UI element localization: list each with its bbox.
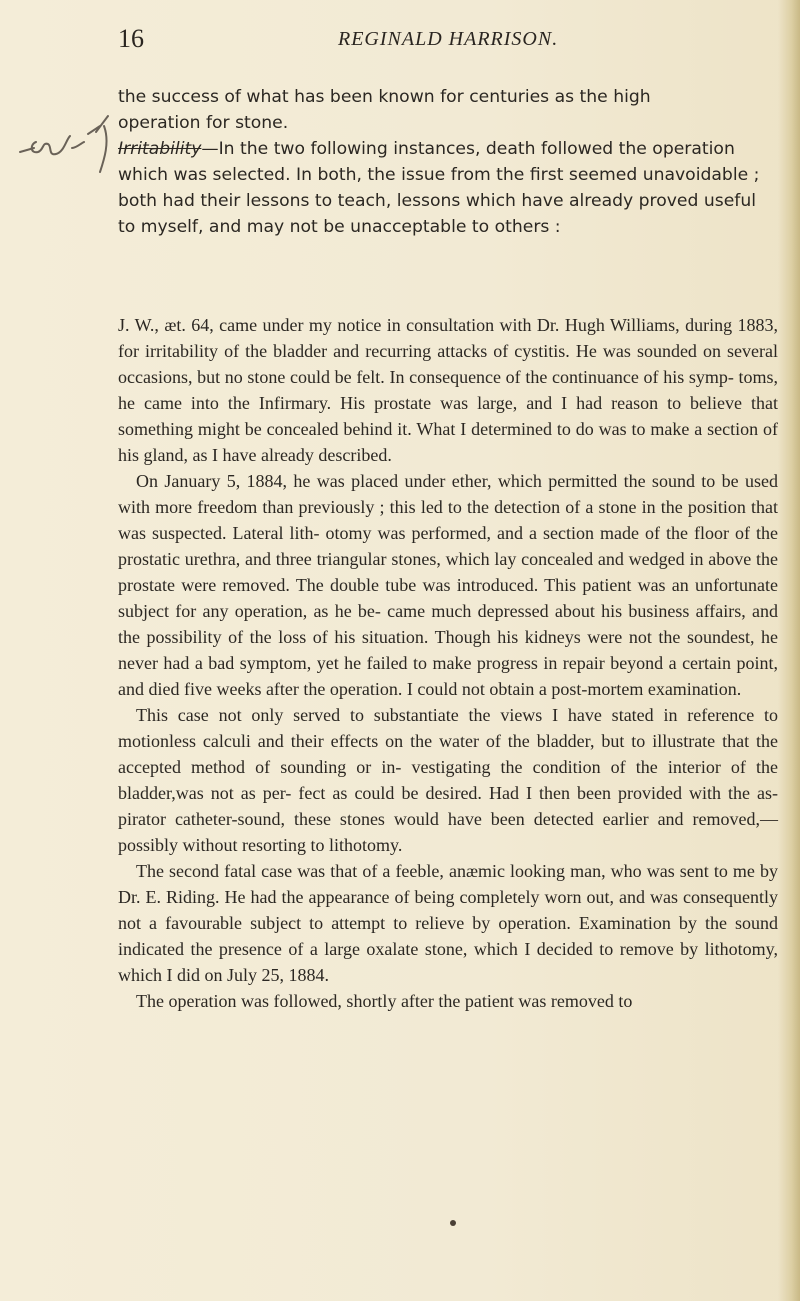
intro-section	[118, 84, 778, 240]
paragraph-1: J. W., æt. 64, came under my notice in consultation with Dr. Hugh Williams, during 1883, for irritability of the bladder and recurring attacks of cystitis. He was sounded on several occasions, but no stone could be felt. In consequence of the continuance of his symp- toms, he came into the Infirmary. His prostate was large, and I had reason to believe that something might be concealed behind it. What I determined to do was to make a section of his gland, as I have already described.	[118, 315, 778, 465]
intro-paragraph	[118, 136, 778, 240]
page-number: 16	[118, 24, 144, 53]
page-header	[118, 24, 798, 64]
paragraph-5: The operation was followed, shortly after the patient was removed to	[136, 991, 633, 1011]
running-head: REGINALD HARRISON.	[338, 28, 559, 50]
case-text	[118, 312, 778, 1014]
intro-line-2: operation for stone.	[118, 113, 289, 133]
intro-line-1: the success of what has been known for centuries as the high	[118, 87, 651, 107]
intro-paragraph-text: —In the two following instances, death followed the operation which was selected. In both, the issue from the first seemed unavoidable ; both had their lessons to teach, lessons which have already proved useful to myself, and may not be unacceptable to others :	[118, 139, 760, 237]
pencil-scribble-icon	[0, 112, 118, 182]
paragraph-2: On January 5, 1884, he was placed under ether, which permitted the sound to be used with more freedom than previously ; this led to the detection of a stone in the position that was suspected. Lateral lith- otomy was performed, and a section made of the floor of the prostatic urethra, and three triangular stones, which lay concealed and wedged in above the prostate were removed. The double tube was introduced. This patient was an unfortunate subject for any operation, as he be- came much depressed about his business affairs, and the possibility of the loss of his situation. Though his kidneys were not the soundest, he never had a bad symptom, yet he failed to make progress in repair beyond a certain point, and died five weeks after the operation. I could not obtain a post-mortem examination.	[118, 471, 778, 699]
footer-ink-dot	[450, 1220, 456, 1226]
margin-pencil-annotation	[0, 112, 118, 182]
paragraph-4: The second fatal case was that of a feeble, anæmic looking man, who was sent to me by Dr. E. Riding. He had the appearance of being completely worn out, and was consequently not a favourable subject to attempt to relieve by operation. Examination by the sound indicated the presence of a large oxalate stone, which I decided to remove by lithotomy, which I did on July 25, 1884.	[118, 861, 778, 985]
page-edge-shadow	[778, 0, 800, 1301]
subhead-irritability: Irritability	[118, 139, 202, 159]
paragraph-3: This case not only served to substantiate the views I have stated in reference to motionless calculi and their effects on the water of the bladder, but to illustrate that the accepted method of sounding or in- vestigating the condition of the interior of the bladder,was not as per- fect as could be desired. Had I then been provided with the as- pirator catheter-sound, these stones would have been detected earlier and removed,—possibly without resorting to lithotomy.	[118, 705, 778, 855]
